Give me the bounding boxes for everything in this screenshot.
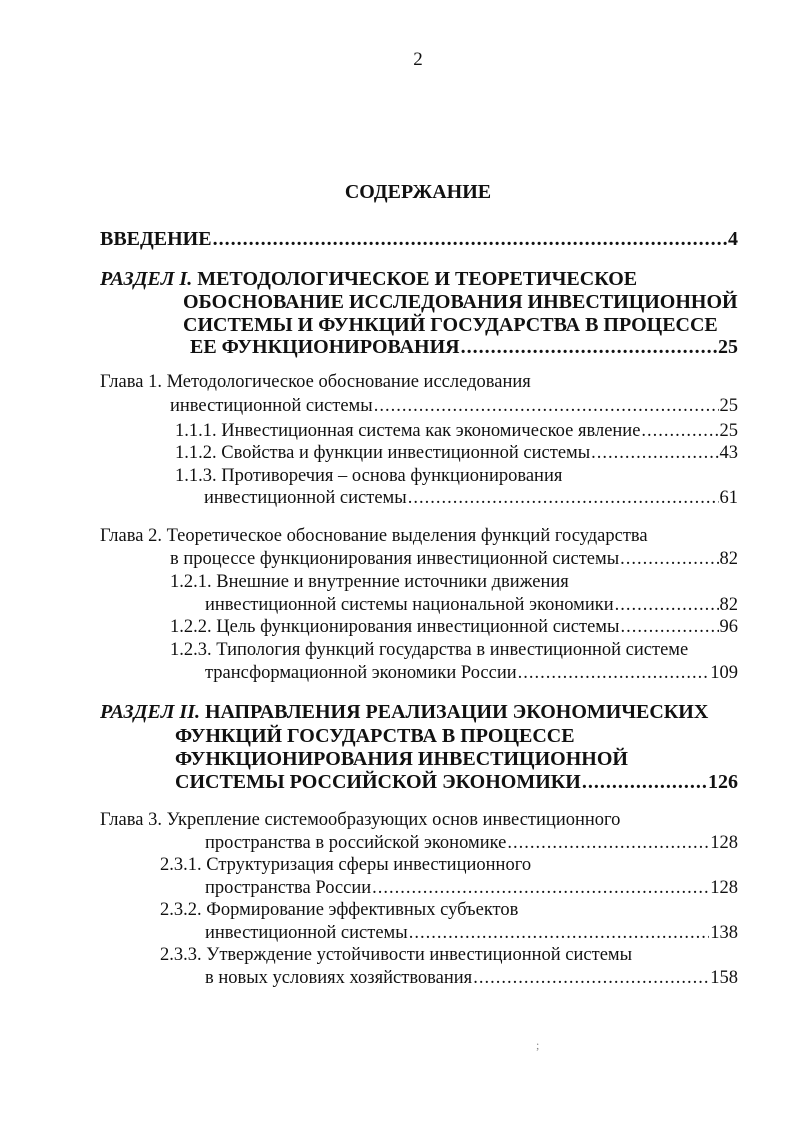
- toc-title: СОДЕРЖАНИЕ: [344, 181, 492, 203]
- entry-text: инвестиционной системы: [170, 396, 373, 416]
- dot-leader: [374, 395, 719, 417]
- toc-entry-line: [100, 268, 637, 290]
- section-prefix: РАЗДЕЛ II.: [100, 701, 200, 723]
- toc-entry: [100, 228, 738, 250]
- entry-page-number: 128: [710, 878, 738, 898]
- entry-text: 1.1.3. Противоречия – основа функционирования: [175, 466, 563, 486]
- toc-entry-line: [160, 899, 518, 921]
- dot-leader: [409, 922, 710, 944]
- entry-page-number: 82: [719, 549, 738, 569]
- toc-entry-line: [100, 809, 620, 831]
- entry-text: 2.3.2. Формирование эффективных субъектов: [160, 900, 519, 920]
- entry-page-number: 158: [710, 968, 738, 988]
- toc-entry-line: [160, 944, 632, 966]
- toc-entry: [175, 420, 738, 442]
- toc-entry-line: [183, 314, 718, 336]
- entry-text: инвестиционной системы национальной экономики: [205, 595, 614, 615]
- dot-leader: [372, 877, 709, 899]
- dot-leader: [518, 662, 710, 684]
- entry-text: ФУНКЦИОНИРОВАНИЯ ИНВЕСТИЦИОННОЙ: [175, 748, 628, 770]
- entry-page-number: 96: [719, 617, 738, 637]
- dot-leader: [461, 336, 717, 358]
- page-number: 2: [413, 49, 423, 70]
- toc-entry: [175, 771, 738, 793]
- entry-text: СИСТЕМЫ РОССИЙСКОЙ ЭКОНОМИКИ: [175, 771, 581, 793]
- entry-text: инвестиционной системы: [204, 488, 407, 508]
- entry-text: Глава 1. Методологическое обоснование исследования: [100, 372, 531, 392]
- toc-entry-line: [170, 571, 569, 593]
- dot-leader: [507, 832, 709, 854]
- entry-text: инвестиционной системы: [205, 923, 408, 943]
- entry-text: в новых условиях хозяйствования: [205, 968, 473, 988]
- entry-text: пространства в российской экономике: [205, 833, 507, 853]
- entry-page-number: 128: [710, 833, 738, 853]
- section-prefix: РАЗДЕЛ I.: [100, 268, 193, 290]
- entry-page-number: 138: [710, 923, 738, 943]
- toc-entry: [205, 877, 738, 899]
- entry-text: 1.2.3. Типология функций государства в инвестиционной системе: [170, 640, 689, 660]
- dot-leader: [473, 967, 709, 989]
- entry-page-number: 25: [718, 336, 738, 358]
- entry-text: МЕТОДОЛОГИЧЕСКОЕ И ТЕОРЕТИЧЕСКОЕ: [197, 268, 638, 290]
- dot-leader: [615, 594, 719, 616]
- toc-entry: [205, 832, 738, 854]
- dot-leader: [213, 228, 727, 250]
- entry-text: 1.1.2. Свойства и функции инвестиционной системы: [175, 443, 591, 463]
- dot-leader: [641, 420, 718, 442]
- entry-page-number: 25: [719, 421, 738, 441]
- dot-leader: [620, 548, 718, 570]
- toc-entry: [170, 616, 738, 638]
- entry-text: трансформационной экономики России: [205, 663, 517, 683]
- entry-text: Глава 3. Укрепление системообразующих основ инвестиционного: [100, 810, 621, 830]
- entry-page-number: 25: [719, 396, 738, 416]
- toc-entry: [190, 336, 738, 358]
- entry-text: ВВЕДЕНИЕ: [100, 228, 212, 250]
- entry-text: в процессе функционирования инвестиционной системы: [170, 549, 620, 569]
- toc-entry-line: [170, 639, 688, 661]
- entry-page-number: 61: [719, 488, 738, 508]
- entry-text: ЕЕ ФУНКЦИОНИРОВАНИЯ: [190, 336, 460, 358]
- dot-leader: [582, 771, 707, 793]
- scan-mark: ;: [536, 1038, 540, 1052]
- entry-text: 2.3.3. Утверждение устойчивости инвестиционной системы: [160, 945, 633, 965]
- dot-leader: [408, 487, 719, 509]
- toc-entry: [205, 594, 738, 616]
- entry-page-number: 4: [728, 228, 738, 250]
- toc-entry-line: [175, 725, 575, 747]
- dot-leader: [620, 616, 718, 638]
- entry-page-number: 43: [719, 443, 738, 463]
- entry-page-number: 109: [710, 663, 738, 683]
- entry-text: ОБОСНОВАНИЕ ИССЛЕДОВАНИЯ ИНВЕСТИЦИОННОЙ: [183, 291, 738, 313]
- entry-text: пространства России: [205, 878, 372, 898]
- entry-text: 1.1.1. Инвестиционная система как экономическое явление: [175, 421, 641, 441]
- toc-entry-line: [183, 291, 738, 313]
- toc-entry-line: [100, 525, 648, 547]
- entry-text: ФУНКЦИЙ ГОСУДАРСТВА В ПРОЦЕССЕ: [175, 725, 575, 747]
- toc-entry: [175, 442, 738, 464]
- entry-text: НАПРАВЛЕНИЯ РЕАЛИЗАЦИИ ЭКОНОМИЧЕСКИХ: [205, 701, 709, 723]
- toc-entry-line: [175, 465, 562, 487]
- toc-entry-line: [100, 371, 531, 393]
- toc-entry: [170, 395, 738, 417]
- toc-entry: [170, 548, 738, 570]
- toc-entry-line: [100, 701, 708, 723]
- entry-page-number: 82: [719, 595, 738, 615]
- toc-entry: [205, 662, 738, 684]
- toc-entry: [204, 487, 738, 509]
- entry-page-number: 126: [708, 771, 738, 793]
- entry-text: 1.2.2. Цель функционирования инвестиционной системы: [170, 617, 620, 637]
- entry-text: 2.3.1. Структуризация сферы инвестиционного: [160, 855, 532, 875]
- dot-leader: [591, 442, 718, 464]
- toc-entry: [205, 967, 738, 989]
- toc-entry-line: [160, 854, 531, 876]
- entry-text: СИСТЕМЫ И ФУНКЦИЙ ГОСУДАРСТВА В ПРОЦЕССЕ: [183, 314, 718, 336]
- toc-entry: [205, 922, 738, 944]
- entry-text: 1.2.1. Внешние и внутренние источники движения: [170, 572, 569, 592]
- entry-text: Глава 2. Теоретическое обоснование выделения функций государства: [100, 526, 648, 546]
- toc-entry-line: [175, 748, 628, 770]
